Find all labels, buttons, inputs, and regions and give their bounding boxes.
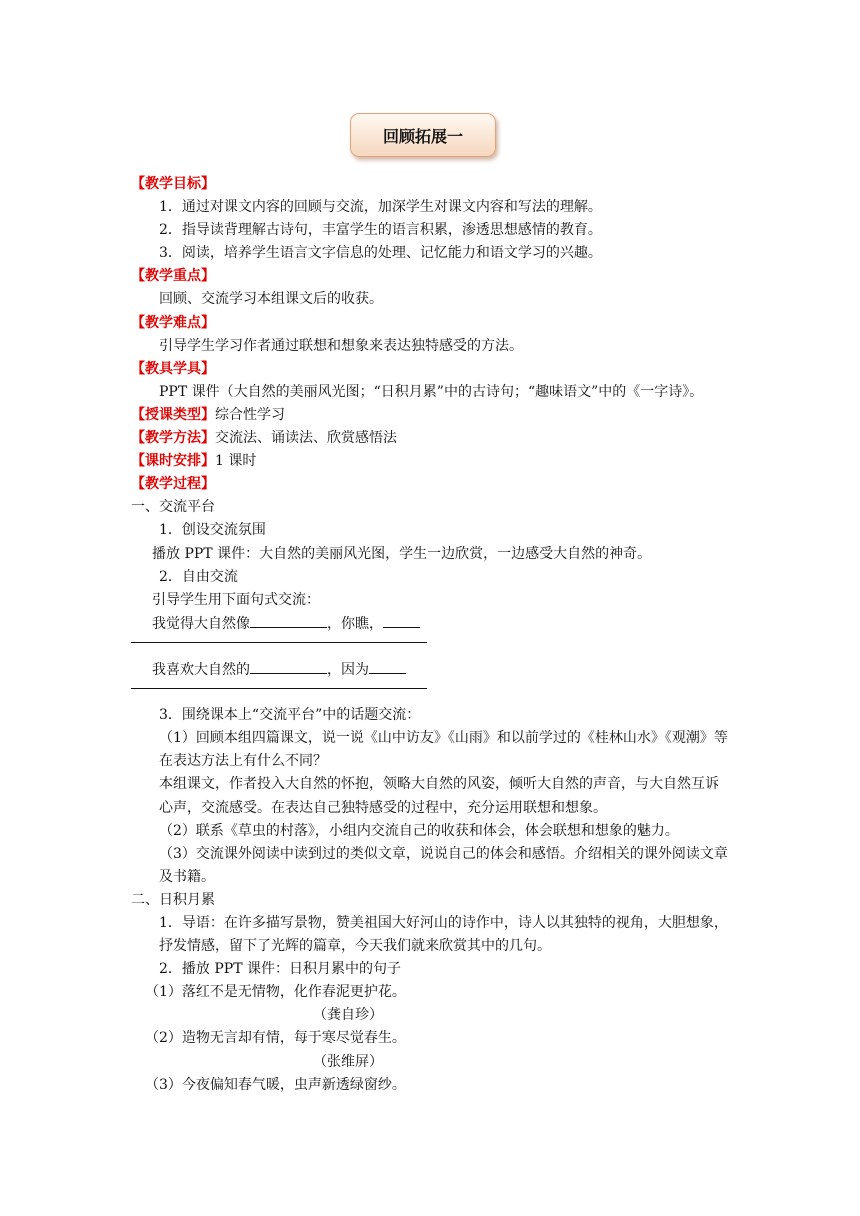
step-heading: 1．创设交流氛围 xyxy=(159,522,266,539)
type-text: 综合性学习 xyxy=(215,406,285,423)
schedule-text: 1 课时 xyxy=(215,453,257,470)
sentence-pattern-1: 我觉得大自然像 ，你瞧， xyxy=(131,612,731,635)
goal-item: 2．指导读背理解古诗句，丰富学生的语言积累，渗透思想感情的教育。 xyxy=(159,222,602,239)
question-text: （2）联系《草虫的村落》，小组内交流自己的收获和体会，体会联想和想象的魅力。 xyxy=(159,822,679,839)
lesson-title: 回顾拓展一 xyxy=(350,113,496,157)
blank-line xyxy=(131,681,731,704)
goal-item: 1．通过对课文内容的回顾与交流，加深学生对课文内容和写法的理解。 xyxy=(159,199,602,216)
key-heading: 【教学重点】 xyxy=(131,268,215,285)
difficulty-text: 引导学生学习作者通过联想和想象来表达独特感受的方法。 xyxy=(159,337,523,354)
poem-author: （龚自珍） xyxy=(313,1007,383,1024)
step-text: 引导学生用下面句式交流： xyxy=(152,591,320,608)
schedule-heading: 【课时安排】 xyxy=(131,453,215,470)
blank-line xyxy=(131,635,731,658)
goal-item: 3．阅读，培养学生语言文字信息的处理、记忆能力和语文学习的兴趣。 xyxy=(159,245,602,262)
key-text: 回顾、交流学习本组课文后的收获。 xyxy=(159,291,383,308)
poem-line: （3）今夜偏知春气暖，虫声新透绿窗纱。 xyxy=(145,1076,406,1093)
answer-text: 本组课文，作者投入大自然的怀抱，领略大自然的风姿，倾听大自然的声音，与大自然互诉心声，交流感受。在表达自己独特感受的过程中，充分运用联想和想象。 xyxy=(159,776,719,816)
process-heading: 【教学过程】 xyxy=(131,476,215,493)
schedule-row xyxy=(131,450,731,473)
blank-line xyxy=(369,658,406,674)
step-text: 播放 PPT 课件：大自然的美丽风光图，学生一边欣赏，一边感受大自然的神奇。 xyxy=(152,545,652,562)
step-text: 1．导语：在许多描写景物，赞美祖国大好河山的诗作中，诗人以其独特的视角，大胆想象，抒发情感，留下了光辉的篇章，今天我们就来欣赏其中的几句。 xyxy=(159,915,728,955)
goals-heading: 【教学目标】 xyxy=(131,176,215,192)
section-heading: 一、交流平台 xyxy=(131,499,215,516)
poem-author: （张维屏） xyxy=(313,1053,383,1070)
section-heading: 二、日积月累 xyxy=(131,891,215,908)
step-heading: 2．自由交流 xyxy=(159,568,238,585)
method-heading: 【教学方法】 xyxy=(131,430,215,447)
tools-heading: 【教具学具】 xyxy=(131,360,215,377)
method-text: 交流法、诵读法、欣赏感悟法 xyxy=(215,430,397,447)
lesson-content xyxy=(131,173,731,1097)
question-text: （3）交流课外阅读中读到过的类似文章，说说自己的体会和感悟。介绍相关的课外阅读文章及书籍。 xyxy=(159,845,728,885)
type-heading: 【授课类型】 xyxy=(131,406,215,423)
type-row xyxy=(131,404,731,427)
sentence-pattern-2: 我喜欢大自然的 ，因为 xyxy=(131,658,731,681)
method-row xyxy=(131,427,731,450)
tools-text: PPT 课件（大自然的美丽风光图；“日积月累”中的古诗句；“趣味语文”中的《一字诗》。 xyxy=(159,383,704,400)
step-heading: 2．播放 PPT 课件：日积月累中的句子 xyxy=(159,961,401,978)
poem-line: （2）造物无言却有情，每于寒尽觉春生。 xyxy=(145,1030,406,1047)
step-heading: 3．围绕课本上“交流平台”中的话题交流： xyxy=(159,707,421,724)
blank-line xyxy=(250,612,327,628)
difficulty-heading: 【教学难点】 xyxy=(131,314,215,331)
blank-line xyxy=(383,612,420,628)
blank-line xyxy=(250,658,327,674)
poem-line: （1）落红不是无情物，化作春泥更护花。 xyxy=(145,984,406,1001)
question-text: （1）回顾本组四篇课文，说一说《山中访友》《山雨》和以前学过的《桂林山水》《观潮》等在表达方法上有什么不同？ xyxy=(159,730,728,770)
